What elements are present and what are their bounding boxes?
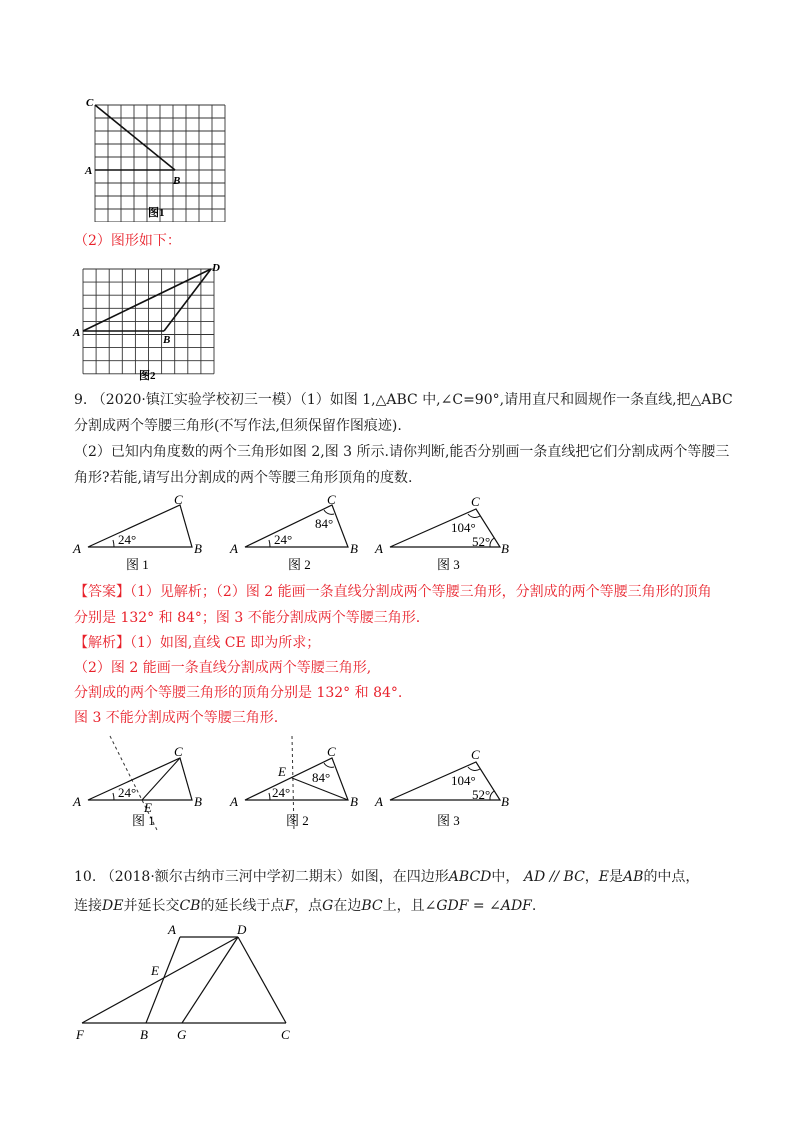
segment-ce — [142, 758, 180, 800]
analysis-line-4: 图 3 不能分割成两个等腰三角形. — [74, 710, 279, 726]
svg-text:A: A — [73, 794, 81, 809]
svg-text:图 3: 图 3 — [437, 813, 460, 828]
segment-dc — [238, 937, 286, 1023]
svg-text:B: B — [501, 794, 509, 809]
figure-caption: 图1 — [148, 207, 165, 219]
answer-line-1: 【答案】（1）见解析；（2）图 2 能画一条直线分割成两个等腰三角形，分割成的两个等腰三角形的顶角 — [74, 584, 712, 600]
svg-text:F: F — [76, 1027, 84, 1042]
svg-text:A: A — [230, 794, 238, 809]
q9-line-2: 分割成两个等腰三角形(不写作法,但须保留作图痕迹). — [74, 418, 402, 434]
svg-text:图 1: 图 1 — [132, 813, 155, 828]
svg-text:104°: 104° — [451, 773, 476, 788]
q10-line-2: 连接DE并延长交CB的延长线于点F，点G在边BC上，且∠GDF = ∠ADF. — [74, 898, 537, 914]
q9-line-4: 角形?若能,请写出分割成的两个等腰三角形顶角的度数. — [74, 470, 413, 486]
svg-text:24°: 24° — [118, 532, 137, 547]
svg-text:G: G — [177, 1027, 187, 1042]
svg-text:A: A — [230, 541, 238, 556]
svg-text:52°: 52° — [472, 787, 491, 802]
svg-text:A: A — [168, 922, 176, 937]
label-d: D — [212, 262, 220, 274]
q10-line-1: 10. （2018·额尔古纳市三河中学初二期末）如图，在四边形ABCD中， AD // BC，E是AB的中点， — [74, 869, 700, 885]
grid-figure-2 — [72, 262, 232, 384]
svg-text:B: B — [194, 541, 202, 556]
angle-arc-c — [324, 510, 334, 514]
segment-ab — [146, 937, 180, 1023]
svg-text:B: B — [350, 541, 358, 556]
svg-text:图 1: 图 1 — [126, 557, 149, 572]
q9-figures — [70, 492, 530, 578]
q10-figure — [72, 920, 312, 1048]
svg-text:E: E — [278, 764, 286, 779]
svg-text:84°: 84° — [315, 516, 334, 531]
svg-text:C: C — [327, 492, 336, 507]
svg-text:24°: 24° — [274, 532, 293, 547]
analysis-line-3: 分割成的两个等腰三角形的顶角分别是 132° 和 84°. — [74, 685, 403, 701]
angle-arc-c — [468, 514, 480, 517]
svg-text:C: C — [174, 744, 183, 759]
segment-dg — [182, 937, 238, 1023]
angle-arc-a — [269, 540, 270, 547]
part-2-heading: （2）图形如下： — [74, 233, 181, 249]
label-a: A — [73, 327, 81, 339]
svg-text:图 3: 图 3 — [437, 557, 460, 572]
segment-fd — [82, 937, 238, 1023]
svg-text:A: A — [375, 541, 383, 556]
label-b: B — [173, 175, 181, 187]
svg-text:图 2: 图 2 — [288, 557, 311, 572]
svg-text:B: B — [350, 794, 358, 809]
svg-text:A: A — [73, 541, 81, 556]
svg-text:C: C — [471, 494, 480, 509]
figure-caption: 图2 — [139, 370, 156, 382]
q9-line-3: （2）已知内角度数的两个三角形如图 2,图 3 所示.请你判断,能否分别画一条直线把它们分割成两个等腰三 — [74, 444, 730, 460]
svg-text:24°: 24° — [272, 785, 291, 800]
svg-text:D: D — [237, 922, 247, 937]
angle-arc-a — [113, 540, 114, 547]
answer-line-2: 分别是 132° 和 84°；图 3 不能分割成两个等腰三角形. — [74, 610, 421, 626]
triangle-abc — [88, 505, 192, 547]
angle-arc-b — [490, 538, 494, 547]
analysis-line-2: （2）图 2 能画一条直线分割成两个等腰三角形, — [74, 660, 372, 676]
grid-figure-1 — [84, 96, 234, 222]
svg-text:C: C — [174, 492, 183, 507]
svg-text:图 2: 图 2 — [286, 813, 309, 828]
svg-text:52°: 52° — [472, 534, 491, 549]
svg-text:E: E — [151, 963, 159, 978]
label-b: B — [163, 334, 171, 346]
svg-text:104°: 104° — [451, 520, 476, 535]
svg-text:A: A — [375, 794, 383, 809]
svg-text:C: C — [281, 1027, 290, 1042]
svg-text:84°: 84° — [312, 770, 331, 785]
svg-text:C: C — [471, 747, 480, 762]
q9-solution-figures — [70, 734, 530, 834]
svg-text:E: E — [144, 800, 152, 815]
q9-line-1: 9. （2020·镇江实验学校初三一模）（1）如图 1,△ABC 中,∠C=90°,请用直尺和圆规作一条直线,把△ABC — [74, 392, 733, 408]
svg-text:B: B — [194, 794, 202, 809]
segment-cb — [95, 105, 175, 170]
svg-text:C: C — [327, 744, 336, 759]
svg-text:24°: 24° — [118, 785, 137, 800]
analysis-line-1: 【解析】（1）如图,直线 CE 即为所求； — [74, 635, 321, 651]
svg-text:B: B — [501, 541, 509, 556]
label-c: C — [86, 97, 94, 109]
label-a: A — [85, 165, 93, 177]
svg-text:B: B — [140, 1027, 148, 1042]
